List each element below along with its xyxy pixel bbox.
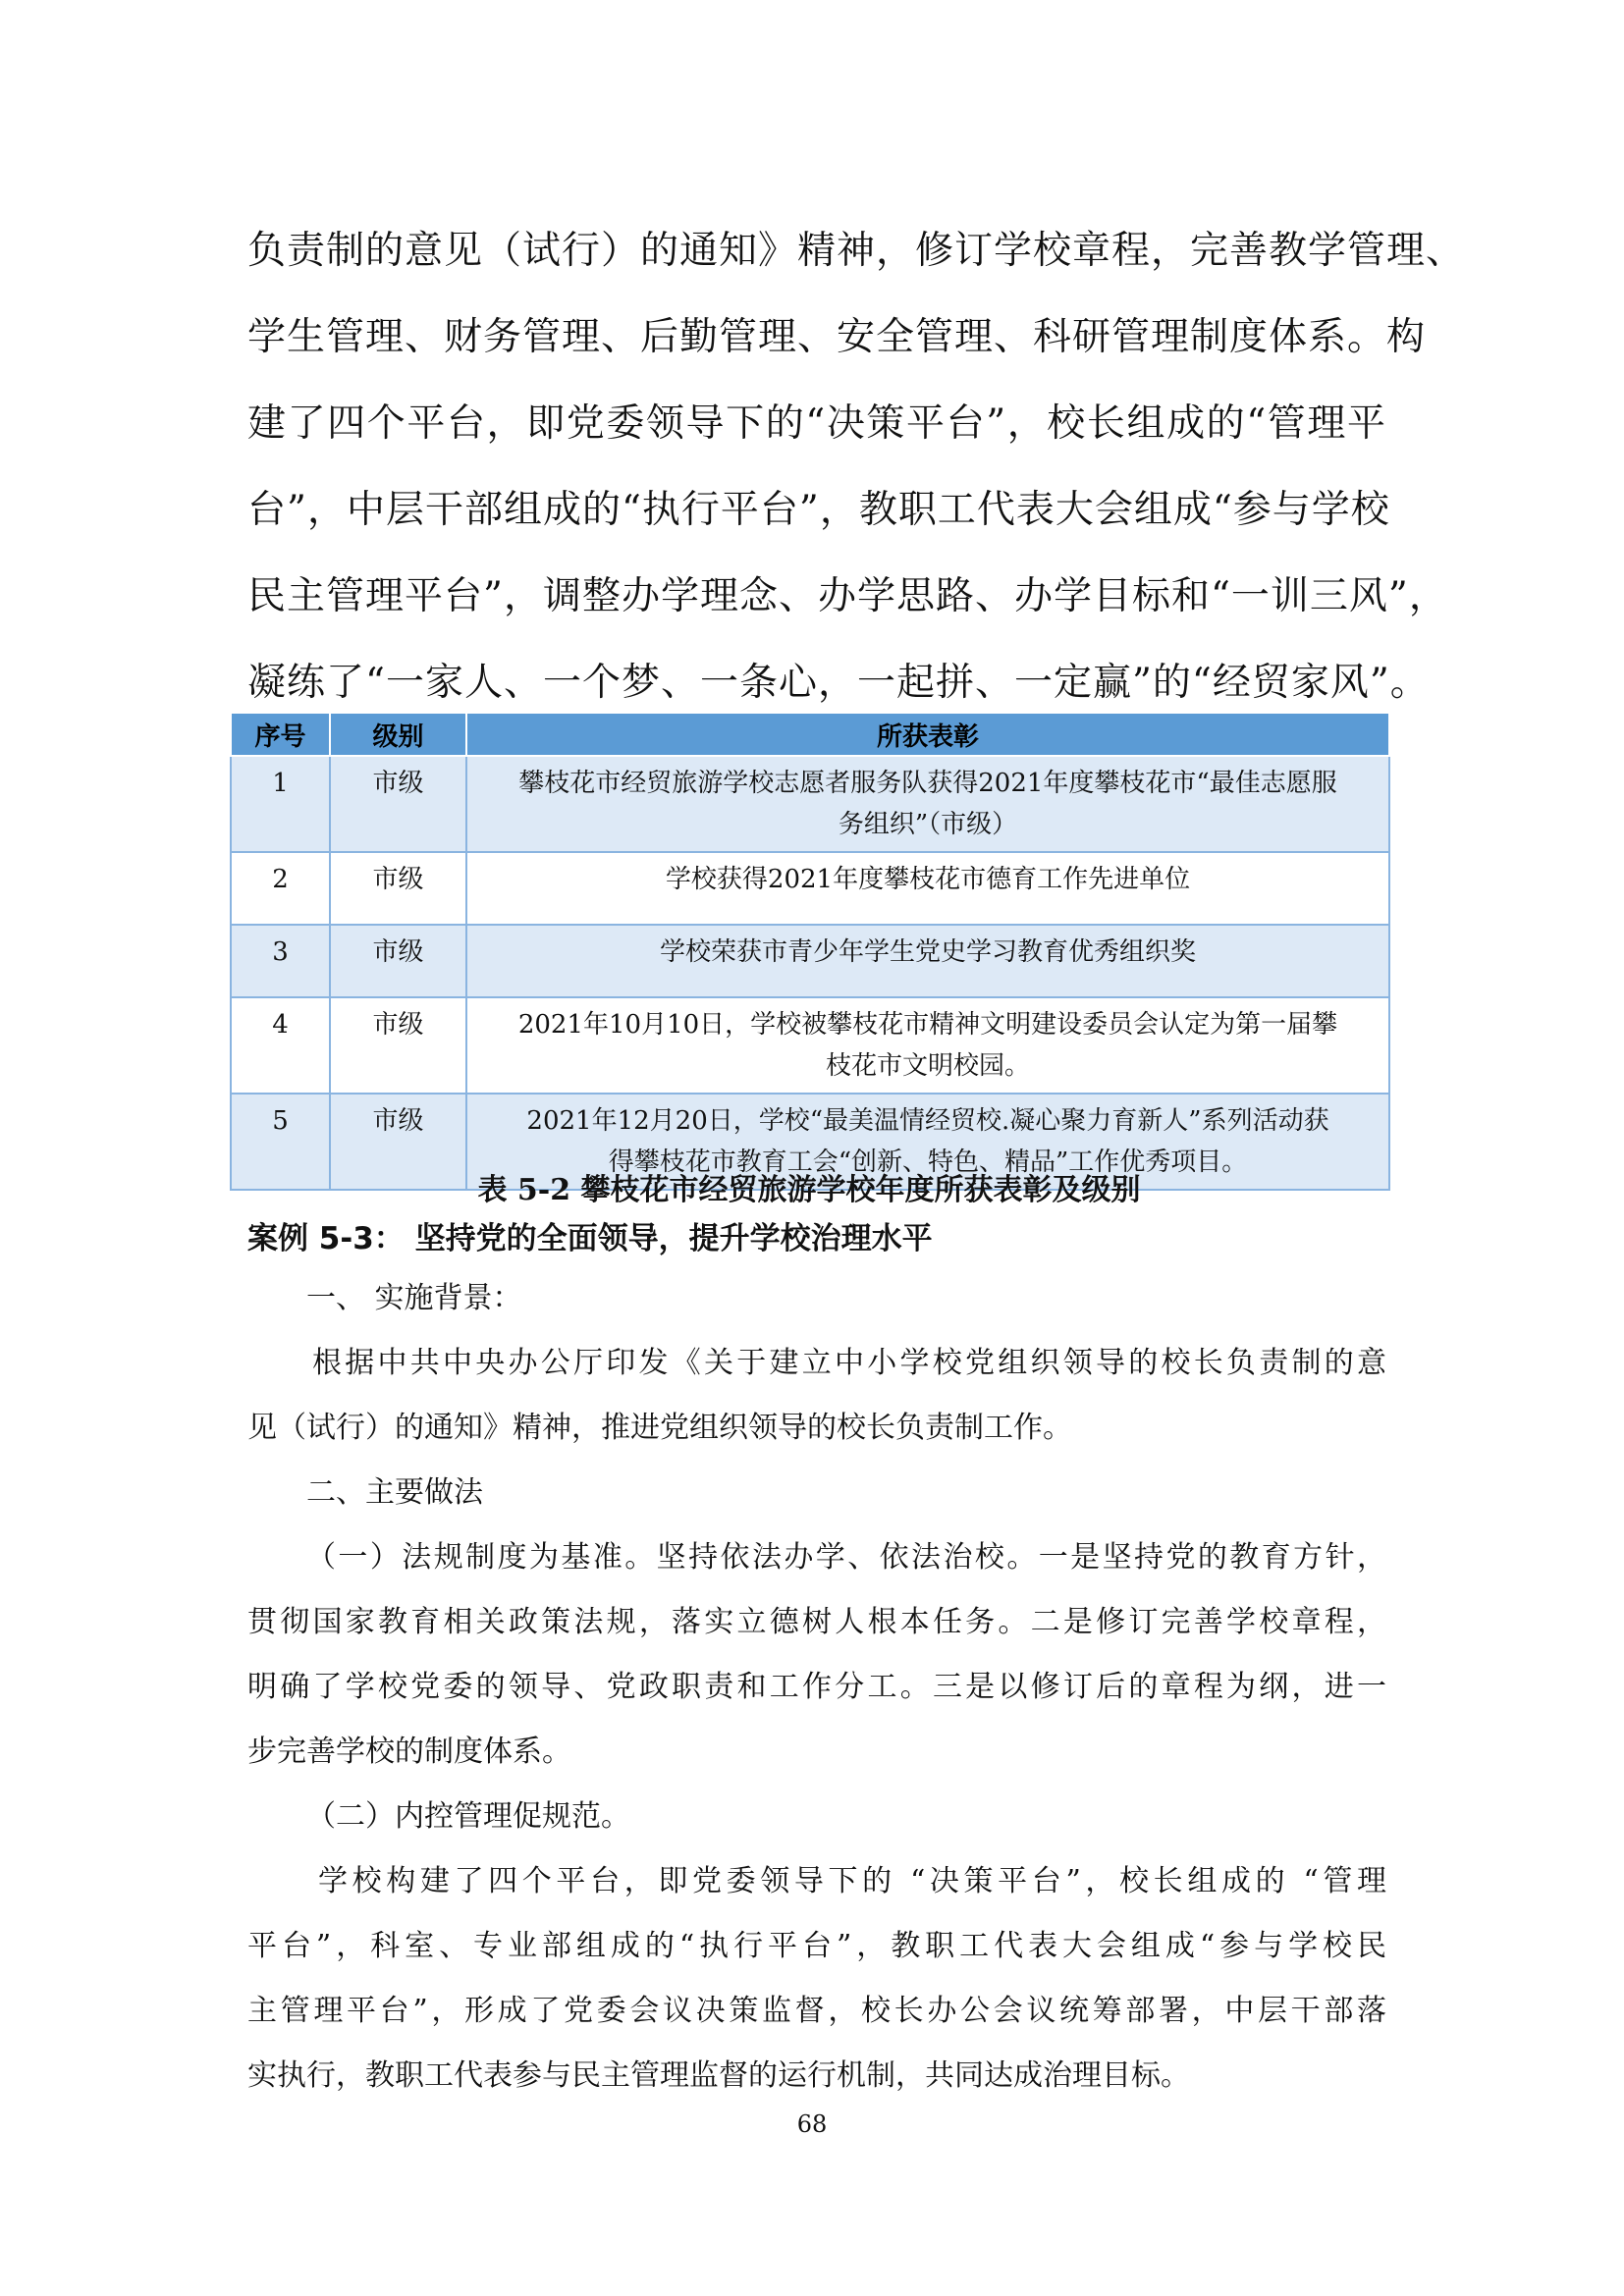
table-row — [231, 852, 1389, 925]
table-row — [231, 997, 1389, 1094]
intro-line: 负责制的意见（试行）的通知》精神，修订学校章程，完善教学管理、 — [247, 229, 1466, 273]
header-honor: 所获表彰 — [466, 713, 1389, 756]
table-caption: 表 5-2 攀枝花市经贸旅游学校年度所获表彰及级别 — [477, 1173, 1141, 1207]
section-heading: 一、 实施背景： — [306, 1281, 522, 1315]
honor-line: 2021年10月10日，学校被攀枝花市精神文明建设委员会认定为第一届攀 — [517, 1010, 1338, 1040]
cell-level: 市级 — [330, 997, 466, 1094]
honor-line: 学校荣获市青少年学生党史学习教育优秀组织奖 — [659, 937, 1196, 967]
case-body — [247, 1266, 1386, 2109]
cell-honor — [466, 925, 1389, 997]
case-title: 案例 5-3： 坚持党的全面领导，提升学校治理水平 — [247, 1221, 933, 1256]
honor-line: 得攀枝花市教育工会“创新、特色、精品”工作优秀项目。 — [608, 1148, 1248, 1177]
cell-honor — [466, 852, 1389, 925]
cell-honor — [466, 756, 1389, 852]
header-serial: 序号 — [231, 713, 330, 756]
cell-serial: 2 — [231, 852, 330, 925]
page-number: 68 — [796, 2110, 828, 2138]
intro-line: 台”，中层干部组成的“执行平台”，教职工代表大会组成“参与学校 — [247, 488, 1390, 532]
paragraph-line: 步完善学校的制度体系。 — [247, 1735, 571, 1769]
honor-line: 攀枝花市经贸旅游学校志愿者服务队获得2021年度攀枝花市“最佳志愿服 — [518, 769, 1337, 798]
intro-line: 学生管理、财务管理、后勤管理、安全管理、科研管理制度体系。构 — [247, 315, 1427, 359]
cell-serial: 1 — [231, 756, 330, 852]
intro-line: 凝练了“一家人、一个梦、一条心，一起拼、一定赢”的“经贸家风”。 — [247, 661, 1430, 705]
paragraph-line: 根据中共中央办公厅印发《关于建立中小学校党组织领导的校长负责制的意 — [312, 1346, 1386, 1380]
subsection-heading: （二）内控管理促规范。 — [306, 1799, 630, 1834]
paragraph-line: 实执行，教职工代表参与民主管理监督的运行机制，共同达成治理目标。 — [247, 2058, 1190, 2093]
intro-line: 民主管理平台”，调整办学理念、办学思路、办学目标和“一训三风”， — [247, 574, 1448, 618]
section-heading: 二、主要做法 — [306, 1475, 483, 1510]
cell-level: 市级 — [330, 852, 466, 925]
paragraph-line: 主管理平台”，形成了党委会议决策监督，校长办公会议统筹部署，中层干部落 — [247, 1994, 1386, 2028]
intro-line: 建了四个平台，即党委领导下的“决策平台”，校长组成的“管理平 — [247, 401, 1386, 446]
cell-serial: 4 — [231, 997, 330, 1094]
paragraph-line: 贯彻国家教育相关政策法规，落实立德树人根本任务。二是修订完善学校章程， — [247, 1605, 1386, 1639]
cell-level: 市级 — [330, 925, 466, 997]
cell-level: 市级 — [330, 1094, 466, 1190]
table-row — [231, 756, 1389, 852]
paragraph-line: 学校构建了四个平台，即党委领导下的 “决策平台”，校长组成的 “管理 — [318, 1864, 1386, 1898]
table-row — [231, 925, 1389, 997]
cell-honor — [466, 997, 1389, 1094]
header-level: 级别 — [330, 713, 466, 756]
honor-line: 务组织”（市级） — [838, 810, 1018, 839]
paragraph-line: 见（试行）的通知》精神，推进党组织领导的校长负责制工作。 — [247, 1411, 1072, 1445]
honors-table — [230, 712, 1390, 1191]
honor-line: 2021年12月20日，学校“最美温情经贸校.凝心聚力育新人”系列活动获 — [526, 1106, 1329, 1136]
table-header-row — [231, 713, 1389, 756]
paragraph-line: 平台”，科室、专业部组成的“执行平台”，教职工代表大会组成“参与学校民 — [247, 1929, 1386, 1963]
honor-line: 学校获得2021年度攀枝花市德育工作先进单位 — [665, 865, 1191, 894]
paragraph-line: 明确了学校党委的领导、党政职责和工作分工。三是以修订后的章程为纲，进一 — [247, 1670, 1386, 1704]
cell-serial: 3 — [231, 925, 330, 997]
honor-line: 枝花市文明校园。 — [825, 1051, 1030, 1081]
cell-level: 市级 — [330, 756, 466, 852]
paragraph-line: （一）法规制度为基准。坚持依法办学、依法治校。一是坚持党的教育方针， — [306, 1540, 1386, 1575]
cell-serial: 5 — [231, 1094, 330, 1190]
intro-paragraph — [247, 208, 1466, 726]
